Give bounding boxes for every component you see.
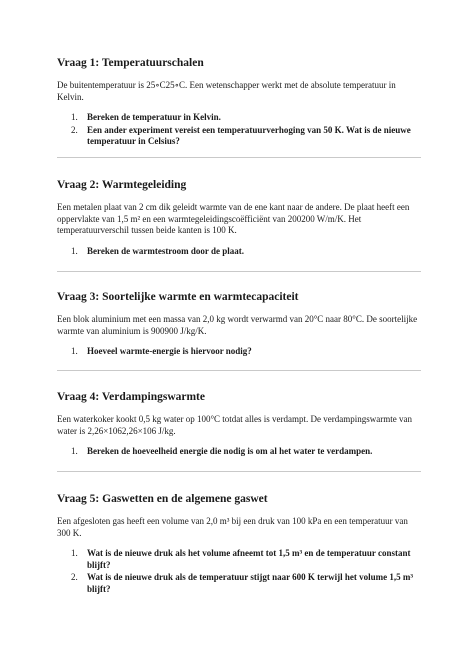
list-item-text: Bereken de temperatuur in Kelvin. xyxy=(87,112,221,122)
question-2-text: Een metalen plaat van 2 cm dik geleidt warmte van de ene kant naar de andere. De plaat heeft een oppervlakte van 1,5 m² en een warmtegeleidingscoëfficiënt van 200200 W/m/K. Het temperatuurverschil tussen beide kanten is 100 K. xyxy=(57,202,410,235)
question-5-title: Vraag 5: Gaswetten en de algemene gaswet xyxy=(57,493,268,505)
list-item xyxy=(57,346,421,358)
question-3 xyxy=(57,290,421,359)
list-item xyxy=(57,572,421,595)
list-item-number: 2. xyxy=(71,124,78,135)
list-item xyxy=(57,246,421,258)
list-item-number: 1. xyxy=(71,245,78,256)
list-item-number: 1. xyxy=(71,346,78,356)
list-item xyxy=(57,548,421,571)
list-item-text: Bereken de hoeveelheid energie die nodig is om al het water te verdampen. xyxy=(87,446,373,456)
list-item-text: Hoeveel warmte-energie is hiervoor nodig? xyxy=(87,346,252,356)
list-item-number: 1. xyxy=(71,446,78,456)
list-item-text: Wat is de nieuwe druk als de temperatuur stijgt naar 600 K terwijl het volume 1,5 m³ blijft? xyxy=(87,572,414,594)
question-3-text: Een blok aluminium met een massa van 2,0 kg wordt verwarmd van 20°C naar 80°C. De soortelijke warmte van aluminium is 900900 J/kg/K. xyxy=(57,314,418,336)
question-4-text: Een waterkoker kookt 0,5 kg water op 100°C totdat alles is verdampt. De verdampingswarmte van water is 2,26×1062,26×106 J/kg. xyxy=(57,414,413,436)
list-item xyxy=(57,125,421,148)
section-divider xyxy=(57,157,421,158)
question-2-title: Vraag 2: Warmtegeleiding xyxy=(57,179,187,191)
question-1-list xyxy=(57,112,421,148)
list-item-text: Wat is de nieuwe druk als het volume afneemt tot 1,5 m³ en de temperatuur constant blijft? xyxy=(87,548,411,570)
question-3-title: Vraag 3: Soortelijke warmte en warmtecapaciteit xyxy=(57,291,299,303)
question-1-text: De buitentemperatuur is 25∘C25∘C. Een wetenschapper werkt met de absolute temperatuur in Kelvin. xyxy=(57,80,396,102)
question-5-list xyxy=(57,548,421,595)
question-2 xyxy=(57,178,421,258)
list-item xyxy=(57,112,421,124)
list-item-number: 2. xyxy=(71,572,78,582)
section-divider xyxy=(57,370,421,371)
section-divider xyxy=(57,471,421,472)
list-item-number: 1. xyxy=(71,548,78,558)
question-5-text: Een afgesloten gas heeft een volume van 2,0 m³ bij een druk van 100 kPa en een temperatuur van 300 K. xyxy=(57,516,408,538)
question-5 xyxy=(57,492,421,596)
question-1 xyxy=(57,56,421,149)
list-item-number: 1. xyxy=(71,112,78,122)
question-3-list xyxy=(57,346,421,358)
list-item xyxy=(57,446,421,458)
question-4-list xyxy=(57,446,421,458)
list-item-text: Bereken de warmtestroom door de plaat. xyxy=(87,245,244,256)
list-item-text: Een ander experiment vereist een temperatuurverhoging van 50 K. Wat is de nieuwe temperatuur in Celsius? xyxy=(87,124,411,146)
question-1-title: Vraag 1: Temperatuurschalen xyxy=(57,57,204,69)
question-2-list xyxy=(57,246,421,258)
section-divider xyxy=(57,271,421,272)
question-4 xyxy=(57,390,421,459)
question-4-title: Vraag 4: Verdampingswarmte xyxy=(57,391,205,403)
